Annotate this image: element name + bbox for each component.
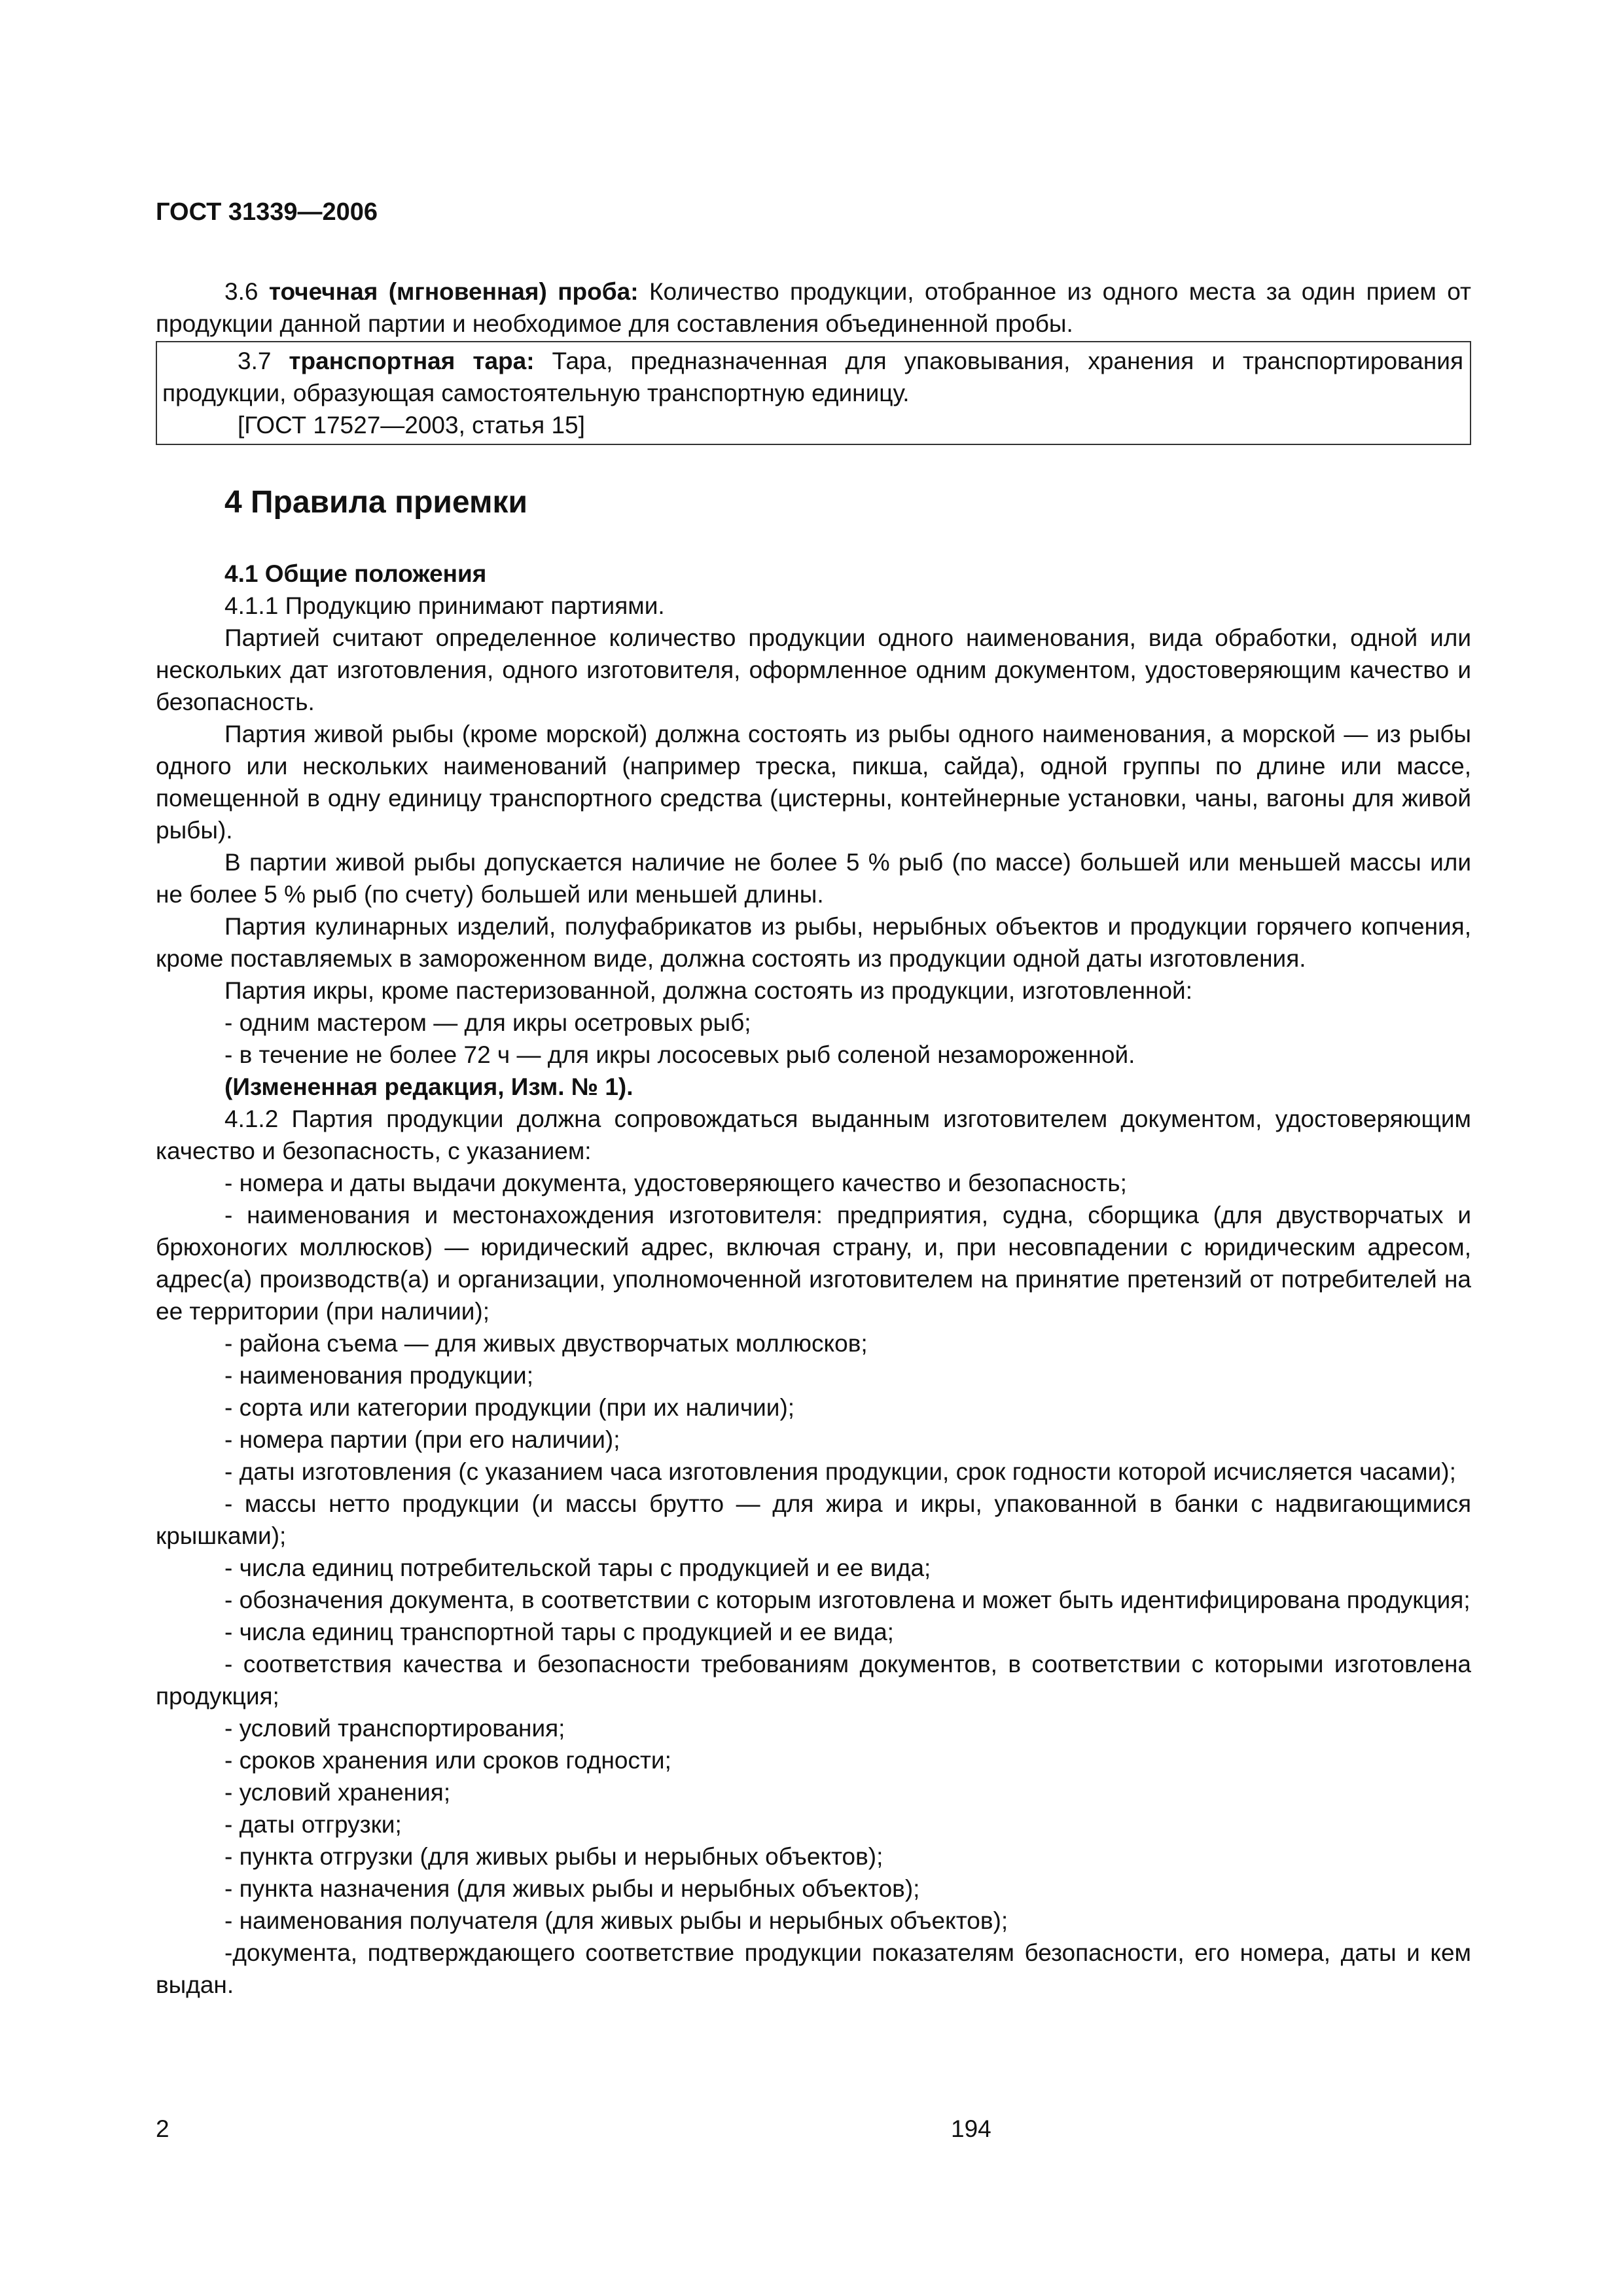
paragraph: - обозначения документа, в соответствии с которым изготовлена и может быть идентифицирована продукция; (224, 1587, 1471, 1613)
paragraph: - условий транспортирования; (224, 1715, 565, 1742)
page-number: 2 (156, 2115, 169, 2142)
paragraph: В партии живой рыбы допускается наличие не более 5 % рыб (по массе) большей или меньшей массы или не более 5 % рыб (по счету) большей или меньшей длины. (156, 849, 1471, 908)
amendment-note: (Измененная редакция, Изм. № 1). (224, 1073, 633, 1100)
paragraph: Партией считают определенное количество продукции одного наименования, вида обработки, одной или нескольких дат изготовления, одного изготовителя, оформленное одним документом, удостоверяющим качество и безопасность. (156, 624, 1471, 715)
term-definition: Тара, предназначенная для упаковывания, хранения и транспортирования продукции, образующая самостоятельную транспортную единицу. (162, 348, 1463, 406)
paragraph: - даты изготовления (с указанием часа изготовления продукции, срок годности которой исчисляется часами); (224, 1458, 1456, 1485)
term-name: точечная (мгновенная) проба: (268, 278, 639, 305)
paragraph: Партия икры, кроме пастеризованной, должна состоять из продукции, изготовленной: (224, 977, 1193, 1004)
page-footer (156, 2115, 1471, 2148)
section-heading: 4 Правила приемки (224, 485, 528, 520)
paragraph: - сроков хранения или сроков годности; (224, 1747, 671, 1774)
paragraph: - условий хранения; (224, 1779, 451, 1806)
paragraph: - числа единиц транспортной тары с продукцией и ее вида; (224, 1619, 894, 1645)
term-definition: Количество продукции, отобранное из одного места за один прием от продукции данной партии и необходимое для составления объединенной пробы. (156, 278, 1471, 337)
paragraph: - номера и даты выдачи документа, удостоверяющего качество и безопасность; (224, 1170, 1127, 1196)
paragraph: - пункта назначения (для живых рыбы и нерыбных объектов); (224, 1875, 920, 1902)
term-3-6 (156, 276, 1471, 340)
paragraph: 4.1.1 Продукцию принимают партиями. (224, 592, 665, 619)
paragraph: -документа, подтверждающего соответствие продукции показателям безопасности, его номера, даты и кем выдан. (156, 1939, 1471, 1998)
paragraph: - пункта отгрузки (для живых рыбы и нерыбных объектов); (224, 1843, 883, 1870)
paragraph: - даты отгрузки; (224, 1811, 402, 1838)
paragraph: - в течение не более 72 ч — для икры лососевых рыб соленой незамороженной. (224, 1041, 1135, 1068)
paragraph: - одним мастером — для икры осетровых рыб; (224, 1009, 751, 1036)
paragraph: - сорта или категории продукции (при их наличии); (224, 1394, 795, 1421)
term-reference: [ГОСТ 17527—2003, статья 15] (238, 412, 585, 439)
paragraphs-documentation (156, 1103, 1471, 2001)
term-3-7 (162, 345, 1463, 409)
paragraph: - наименования продукции; (224, 1362, 534, 1389)
paragraph: - наименования получателя (для живых рыбы и нерыбных объектов); (224, 1907, 1008, 1934)
paragraphs-general (156, 590, 1471, 1071)
paragraph: Партия живой рыбы (кроме морской) должна состоять из рыбы одного наименования, а морской — из рыбы одного или нескольких наименований (например треска, пикша, сайда), одной группы по длине или массе, помещенной в одну единицу транспортного средства (цистерны, контейнерные установки, чаны, вагоны для живой рыбы). (156, 721, 1471, 844)
document-page (156, 196, 1471, 2001)
paragraph: - наименования и местонахождения изготовителя: предприятия, судна, сборщика (для двустворчатых и брюхоногих моллюсков) — юридический адрес, включая страну, и, при несовпадении с юридическим адресом, адрес(а) производств(а) и организации, уполномоченной изготовителем на принятие претензий от потребителей на ее территории (при наличии); (156, 1202, 1471, 1325)
paragraph: - номера партии (при его наличии); (224, 1426, 620, 1453)
paragraph: 4.1.2 Партия продукции должна сопровождаться выданным изготовителем документом, удостоверяющим качество и безопасность, с указанием: (156, 1105, 1471, 1164)
paragraph: - числа единиц потребительской тары с продукцией и ее вида; (224, 1554, 931, 1581)
term-name: транспортная тара: (289, 348, 535, 374)
paragraph: - массы нетто продукции (и массы брутто — для жира и икры, упакованной в банки с надвигающимися крышками); (156, 1490, 1471, 1549)
file-number: 194 (951, 2115, 991, 2142)
paragraph: - соответствия качества и безопасности требованиям документов, в соответствии с которыми изготовлена продукция; (156, 1651, 1471, 1710)
term-3-7-box (156, 341, 1471, 445)
subsection-heading: 4.1 Общие положения (224, 560, 487, 587)
term-number: 3.6 (224, 278, 269, 305)
standard-code: ГОСТ 31339—2006 (156, 198, 378, 226)
paragraph: - района съема — для живых двустворчатых моллюсков; (224, 1330, 868, 1357)
paragraph: Партия кулинарных изделий, полуфабрикатов из рыбы, нерыбных объектов и продукции горячего копчения, кроме поставляемых в замороженном виде, должна состоять из продукции одной даты изготовления. (156, 913, 1471, 972)
term-number: 3.7 (238, 348, 289, 374)
